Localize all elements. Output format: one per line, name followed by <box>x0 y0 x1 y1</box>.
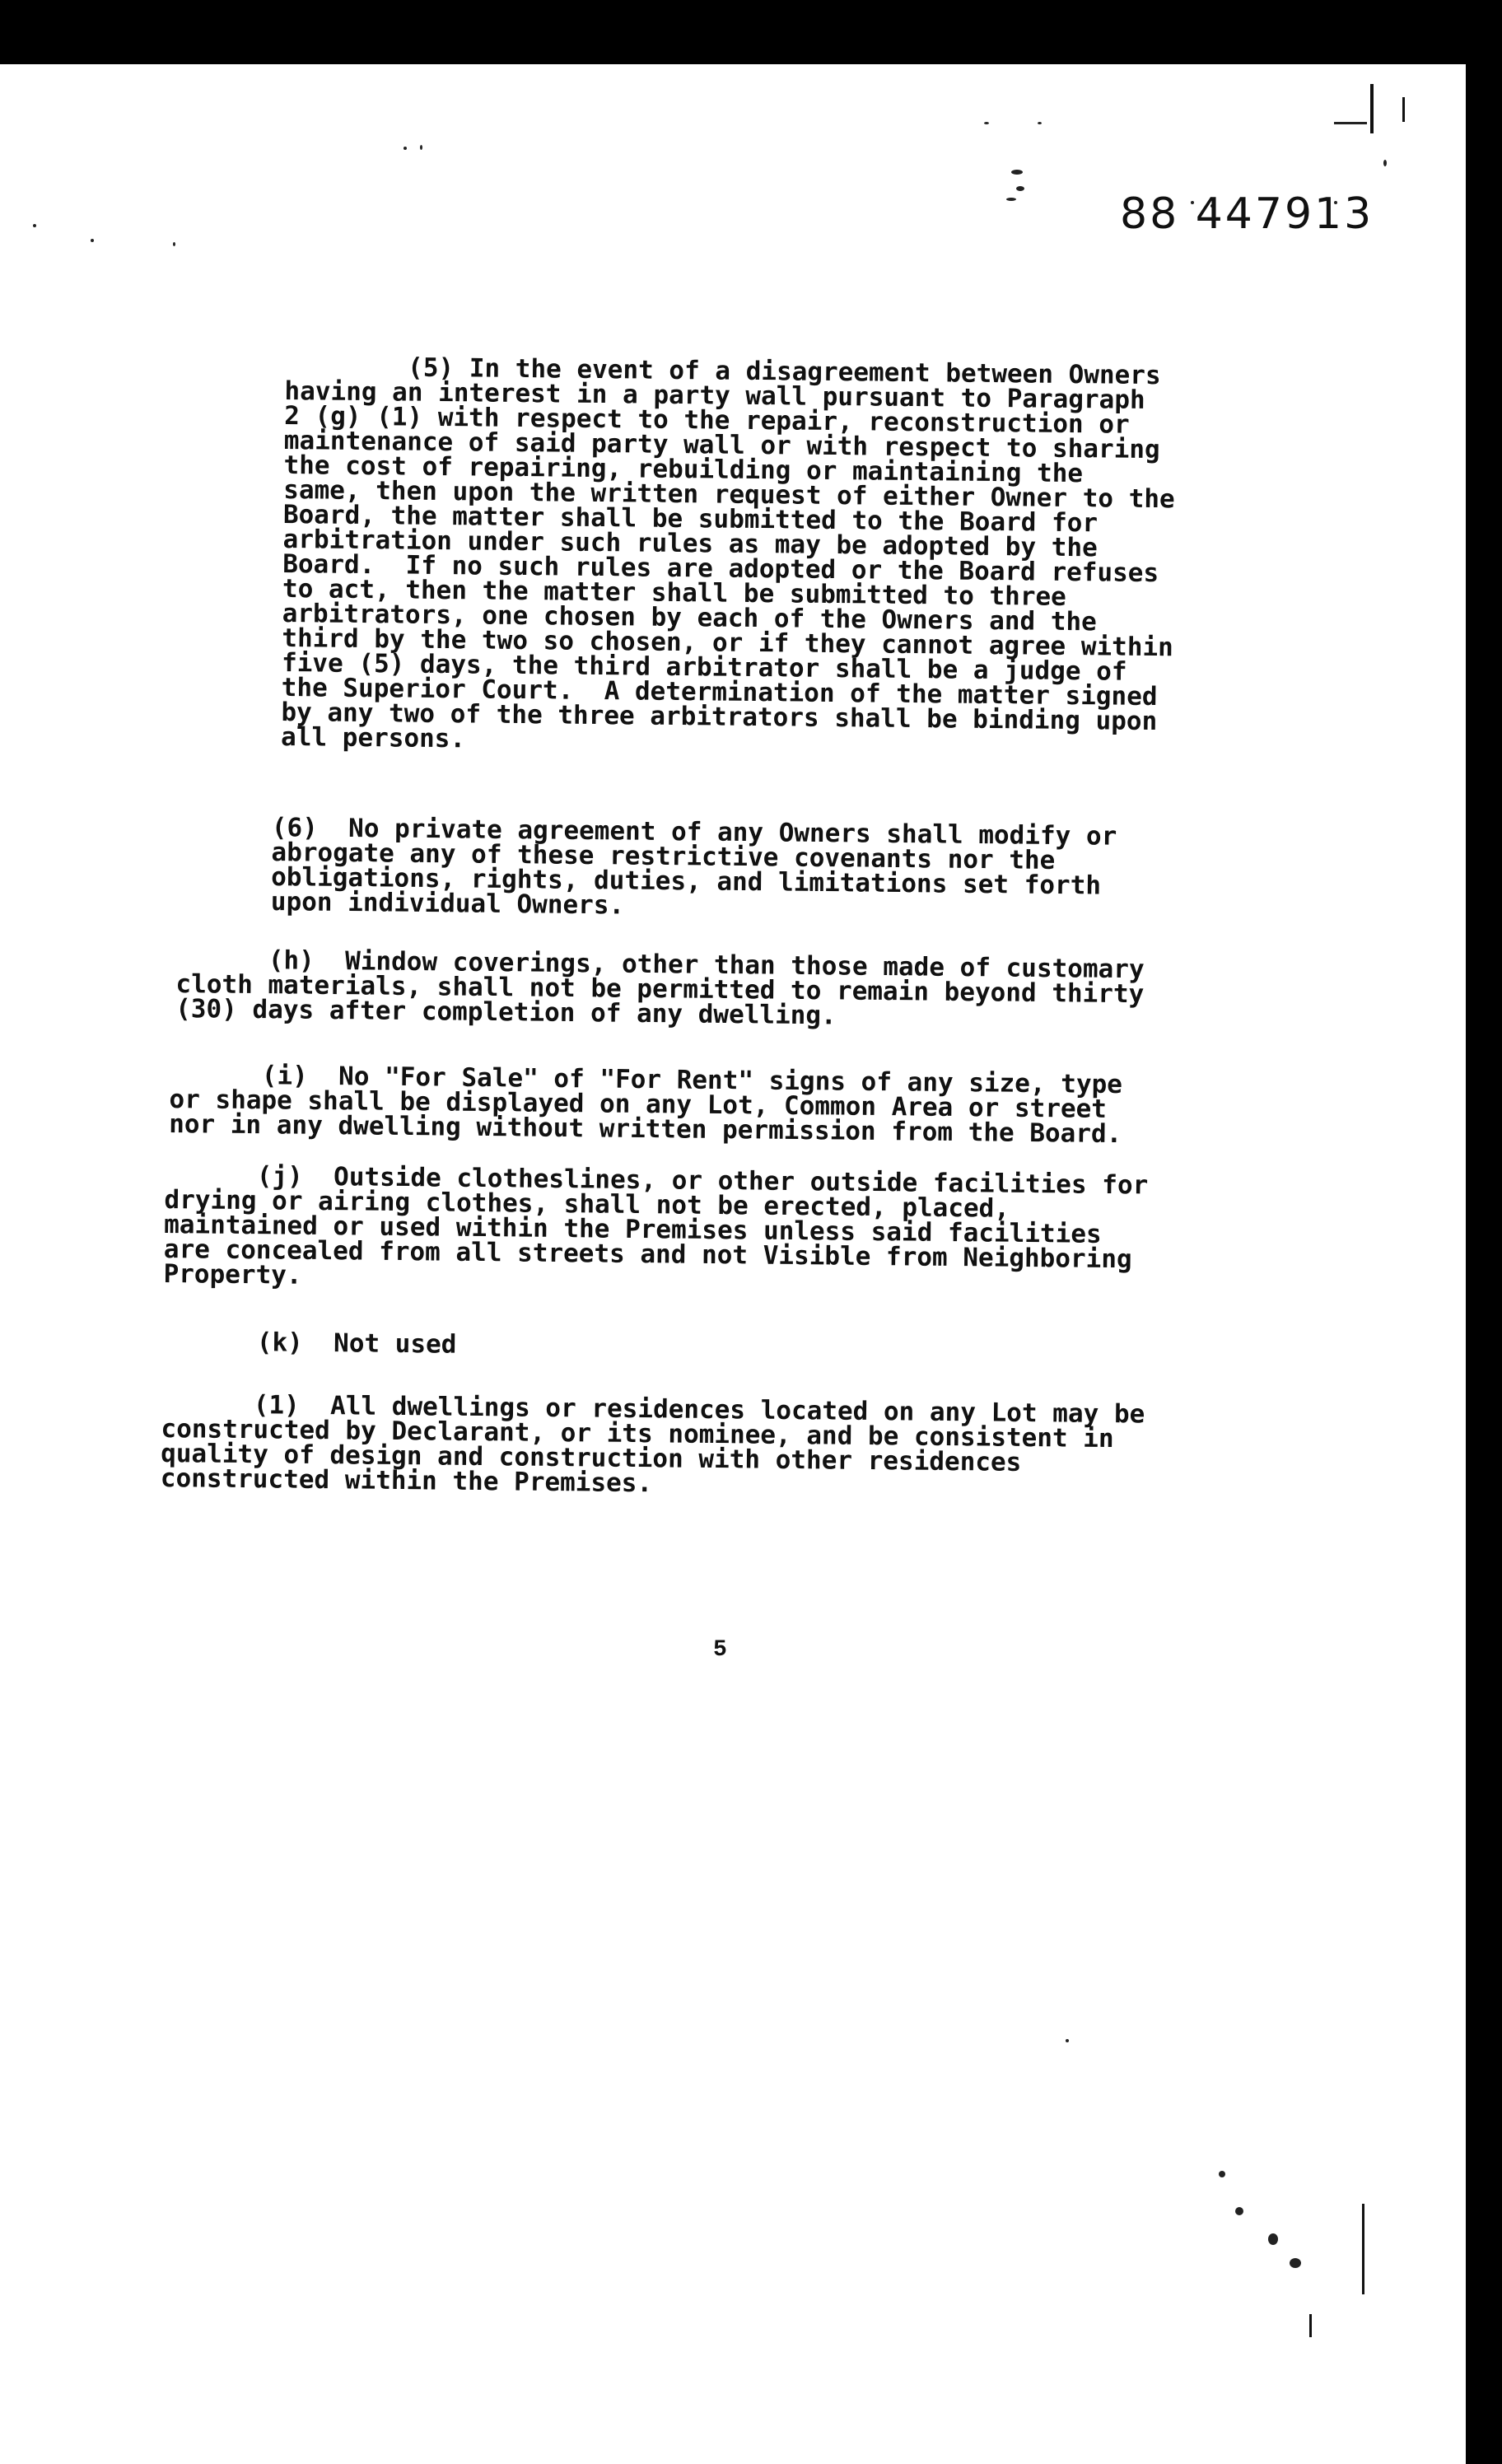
scan-speck <box>1038 122 1042 124</box>
paragraph-i: (i) No "For Sale" of "For Rent" signs of any size, type or shape shall be displayed on any Lot, Common Area or street nor in any dwelling without written permission from the Board. <box>169 1060 1123 1150</box>
scan-speck <box>1066 2039 1069 2042</box>
scan-speck <box>1011 170 1023 175</box>
paragraph-k: (k) Not used <box>164 1327 457 1360</box>
paragraph-j: (j) Outside clotheslines, or other outside facilities for drying or airing clothes, shall not be erected, placed, maintained or used within the Premises unless said facilities are concealed from all streets and not Visible from Neighboring Property. <box>163 1160 1149 1290</box>
scan-speck <box>33 224 36 227</box>
scan-speck <box>403 147 407 150</box>
scan-speck <box>91 239 94 242</box>
paragraph-h: (h) Window coverings, other than those made of customary cloth materials, shall not be permitted to remain beyond thirty (30) days after completion of any dwelling. <box>175 945 1145 1031</box>
scan-speck <box>1268 2233 1278 2245</box>
scan-speck <box>1219 2171 1225 2177</box>
scan-edge-shadow <box>1466 64 1502 217</box>
page-number: 5 <box>713 1637 727 1663</box>
scan-speck <box>420 145 422 150</box>
scan-mark <box>1370 84 1374 133</box>
scan-speck <box>1235 2207 1243 2215</box>
scan-speck <box>1290 2258 1301 2268</box>
scan-mark <box>1402 97 1405 122</box>
paragraph-l: (1) All dwellings or residences located on any Lot may be constructed by Declarant, or its nominee, and be consistent in quality of design and construction with other residences constructed within the Premises. <box>160 1389 1145 1499</box>
scan-speck <box>1334 122 1367 124</box>
scan-mark <box>1309 2314 1312 2337</box>
paragraph-5: (5) In the event of a disagreement between Owners having an interest in a party wall pursuant to Paragraph 2 (g) (1) with respect to the repair, reconstruction or maintenance of said party wall or with respect to sharing the cost of repairing, rebuilding or maintaining the same, then upon the written request of either Owner to the Board, the matter shall be submitted to the Board for arbitration under such rules as may be adopted by the Board. If no such rules are adopted or the Board refuses to act, then the matter shall be submitted to three arbitrators, one chosen by each of the Owners and the third by the two so chosen, or if they cannot agree within five (5) days, the third arbitrator shall be a judge of the Superior Court. A determination of the matter signed by any two of the three arbitrators shall be binding upon all persons. <box>280 352 1175 754</box>
scan-speck <box>1006 198 1016 201</box>
scan-speck <box>984 122 989 124</box>
scan-speck <box>1016 186 1024 191</box>
document-number: 88 447913 <box>1120 189 1374 239</box>
paragraph-6: (6) No private agreement of any Owners shall modify or abrogate any of these restrictive covenants nor the obligations, rights, duties, and limitations set forth upon individual Owners. <box>270 813 1117 921</box>
scan-mark <box>1362 2204 1364 2294</box>
scan-speck <box>1383 160 1387 166</box>
scan-speck <box>173 242 175 246</box>
